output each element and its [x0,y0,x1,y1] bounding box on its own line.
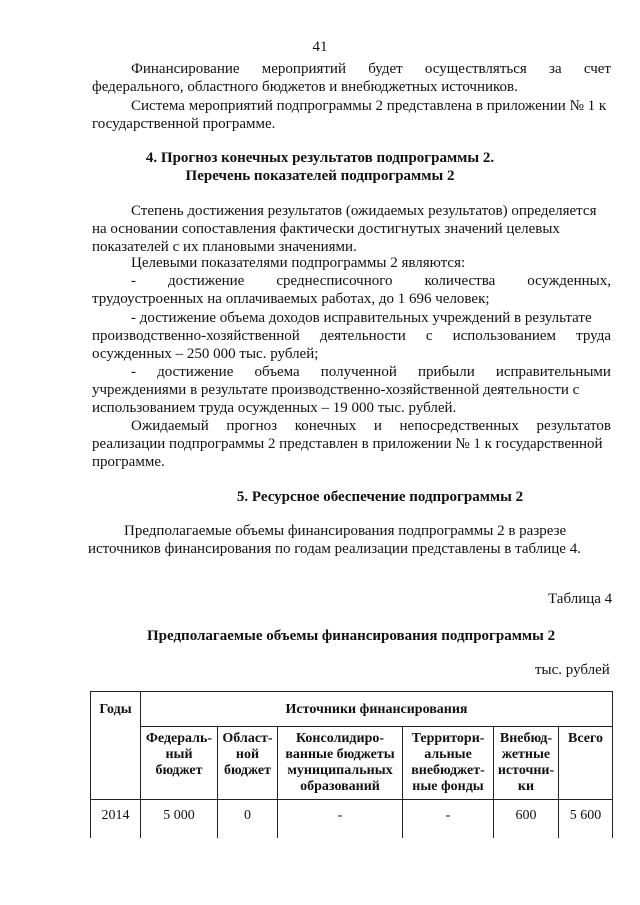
cell-municipal: - [278,800,403,839]
section4-p1-line1: Степень достижения результатов (ожидаемых результатов) определяется [131,203,597,219]
word: непосредственных [399,418,519,434]
section4-p3-line3: программе. [92,454,165,470]
word: мероприятий [261,61,346,77]
table-row [91,800,613,839]
section4-p1-line2: на основании сопоставления фактически достигнутых значений целевых [92,221,560,237]
word: осужденных, [527,273,611,289]
word: среднесписочного [276,273,393,289]
word: количества [424,273,496,289]
table-header-row [91,692,613,727]
item3-line2: учреждениями в результате производственно-хозяйственной деятельности с [92,382,580,398]
word: Ожидаемый [131,418,209,434]
word: конечных [294,418,357,434]
section4-p3-line1 [131,417,611,435]
word: прибыли [417,364,475,380]
financing-table [90,691,613,838]
cell-extrabudgetary: 600 [494,800,559,839]
item2-line2 [92,327,611,345]
header-federal-budget: Федераль- ный бюджет [141,727,218,800]
header-years: Годы [91,692,141,800]
word: за [549,61,562,77]
word: полученной [320,364,397,380]
header-sources: Источники финансирования [141,692,613,727]
section5-p1-line1: Предполагаемые объемы финансирования подпрограммы 2 в разрезе [124,523,567,539]
cell-territorial: - [403,800,494,839]
word: прогноз [226,418,278,434]
header-territorial-funds: Территори- альные внебюджет- ные фонды [403,727,494,800]
item3-line3: использованием труда осужденных – 19 000 тыс. рублей. [92,400,457,416]
section5-p1-line2: источников финансирования по годам реализации представлены в таблице 4. [88,541,581,557]
word: - [131,273,136,289]
cell-regional: 0 [218,800,278,839]
word: объема [254,364,300,380]
word: труда [576,328,611,344]
table-subheader-row [91,727,613,800]
item2-line3: осужденных – 250 000 тыс. рублей; [92,346,319,362]
word: Финансирование [131,61,240,77]
word: производственно-хозяйственной [92,328,300,344]
page-number: 41 [312,39,328,55]
section4-title-line1: 4. Прогноз конечных результатов подпрограммы 2. [145,150,495,166]
table-unit: тыс. рублей [535,662,610,678]
paragraph-financing-line1 [131,60,611,78]
section4-p2-line1: Целевыми показателями подпрограммы 2 являются: [131,255,466,271]
paragraph-system-line2: государственной программе. [92,116,276,132]
word: использованием [452,328,557,344]
word: исправительными [495,364,611,380]
word: результатов [536,418,611,434]
paragraph-financing-line2: федерального, областного бюджетов и внебюджетных источников. [92,79,518,95]
table-label: Таблица 4 [548,591,613,607]
paragraph-system-line1: Система мероприятий подпрограммы 2 представлена в приложении № 1 к [131,98,607,114]
word: с [425,328,433,344]
table-title: Предполагаемые объемы финансирования подпрограммы 2 [147,628,556,644]
word: счет [583,61,611,77]
word: будет [368,61,403,77]
word: - [131,364,136,380]
item3-line1 [131,363,611,381]
cell-year: 2014 [91,800,141,839]
header-total: Всего [559,727,613,800]
header-municipal-budgets: Консолидиро- ванные бюджеты муниципальных образований [278,727,403,800]
word: осуществляться [424,61,527,77]
cell-total: 5 600 [559,800,613,839]
item2-line1: - достижение объема доходов исправительных учреждений в результате [131,310,592,326]
section4-title-line2: Перечень показателей подпрограммы 2 [185,168,455,184]
item1-line2: трудоустроенных на оплачиваемых работах, до 1 696 человек; [92,291,490,307]
section4-p3-line2: реализации подпрограммы 2 представлен в приложении № 1 к государственной [92,436,603,452]
section4-p1-line3: показателей с их плановыми значениями. [92,239,357,255]
word: достижение [168,273,245,289]
item1-line1 [131,272,611,290]
header-extrabudgetary-sources: Внебюд- жетные источни- ки [494,727,559,800]
cell-federal: 5 000 [141,800,218,839]
section5-title: 5. Ресурсное обеспечение подпрограммы 2 [236,489,524,505]
word: и [373,418,382,434]
word: достижение [157,364,234,380]
header-regional-budget: Област- ной бюджет [218,727,278,800]
word: деятельности [319,328,406,344]
